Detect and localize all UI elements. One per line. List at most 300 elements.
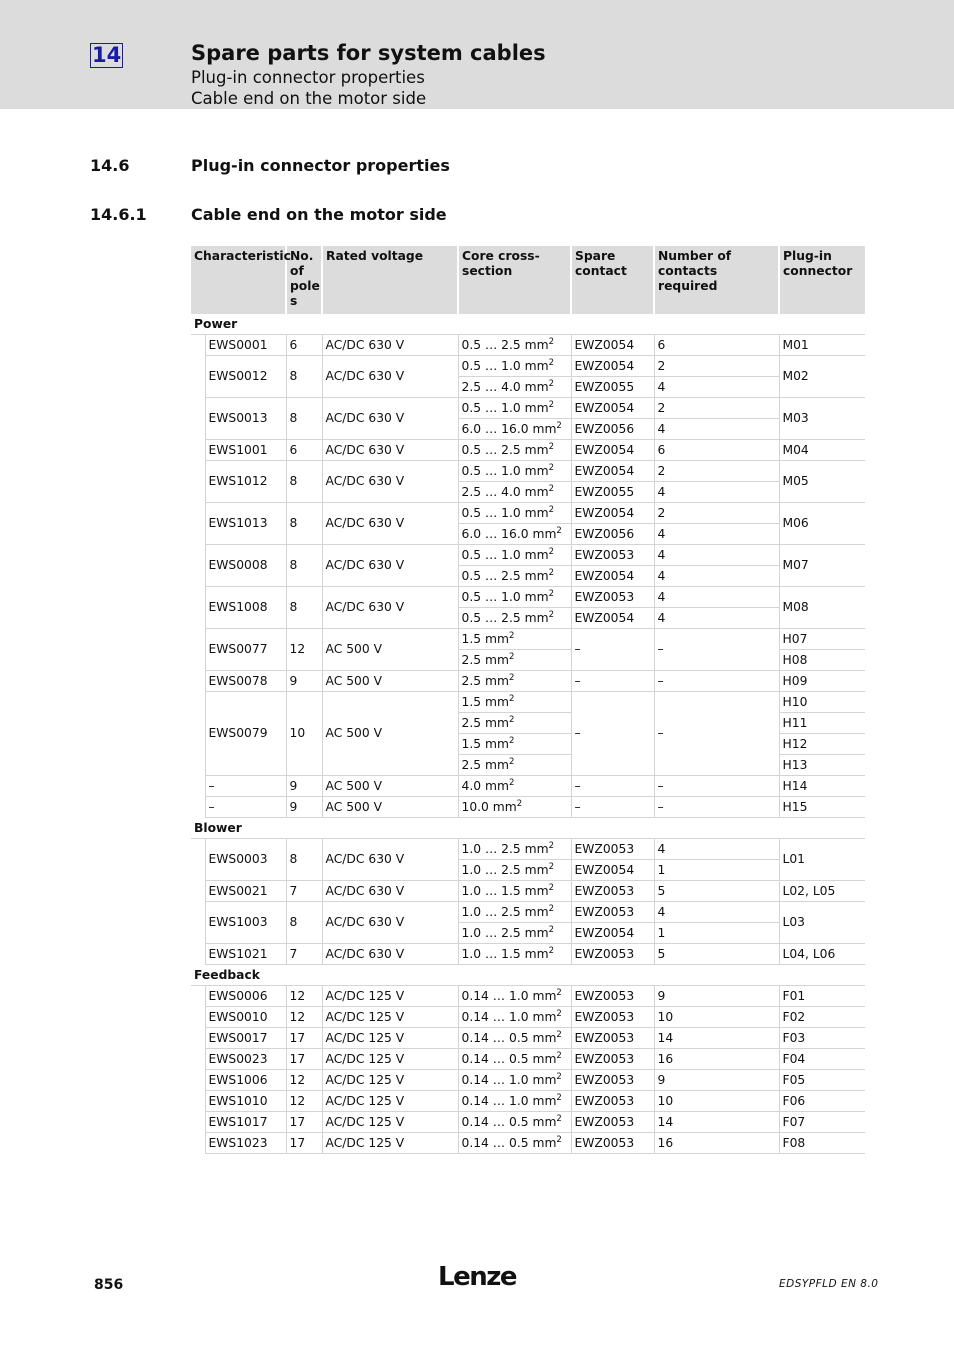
chapter-subtitle: Plug-in connector properties: [191, 68, 425, 87]
cross-section-value: 2.5 mm: [461, 652, 509, 667]
cell-core-cross-section: [458, 335, 571, 356]
cell-poles: 8: [286, 587, 322, 629]
squared-unit-exponent: 2: [548, 588, 555, 599]
cell-spare-contact: EWZ0053: [571, 1049, 654, 1070]
cross-section-value: 1.0 … 1.5 mm: [461, 883, 549, 898]
table-row: [191, 776, 865, 797]
cell-voltage: AC/DC 125 V: [322, 1112, 458, 1133]
cell-contacts-required: –: [654, 692, 779, 776]
cell-poles: 8: [286, 356, 322, 398]
cell-cable: EWS1012: [205, 461, 286, 503]
cell-plug-connector: H07: [779, 629, 865, 650]
cell-cable: EWS1021: [205, 944, 286, 965]
column-header: Rated voltage: [322, 246, 458, 314]
cell-core-cross-section: [458, 1049, 571, 1070]
squared-unit-exponent: 2: [548, 861, 555, 872]
cell-voltage: AC/DC 125 V: [322, 1007, 458, 1028]
cell-core-cross-section: [458, 1091, 571, 1112]
cell-core-cross-section: [458, 881, 571, 902]
cross-section-value: 0.14 … 0.5 mm: [461, 1030, 557, 1045]
indent-cell: [191, 839, 205, 881]
cell-poles: 10: [286, 692, 322, 776]
table-header-row: [191, 246, 865, 314]
cell-core-cross-section: [458, 944, 571, 965]
cell-spare-contact: EWZ0055: [571, 482, 654, 503]
cell-spare-contact: –: [571, 629, 654, 671]
cell-core-cross-section: [458, 482, 571, 503]
cell-voltage: AC/DC 630 V: [322, 356, 458, 398]
cell-plug-connector: H11: [779, 713, 865, 734]
cell-core-cross-section: [458, 1007, 571, 1028]
indent-cell: [191, 986, 205, 1007]
cell-plug-connector: M06: [779, 503, 865, 545]
cell-spare-contact: EWZ0055: [571, 377, 654, 398]
cell-contacts-required: 4: [654, 608, 779, 629]
cell-voltage: AC/DC 125 V: [322, 1070, 458, 1091]
cell-plug-connector: F08: [779, 1133, 865, 1154]
cell-contacts-required: 9: [654, 1070, 779, 1091]
cell-spare-contact: EWZ0054: [571, 503, 654, 524]
cell-spare-contact: EWZ0056: [571, 419, 654, 440]
cell-poles: 9: [286, 797, 322, 818]
cross-section-value: 0.5 … 1.0 mm: [461, 589, 549, 604]
cross-section-value: 4.0 mm: [461, 778, 509, 793]
cell-core-cross-section: [458, 587, 571, 608]
cross-section-value: 1.0 … 2.5 mm: [461, 841, 549, 856]
squared-unit-exponent: 2: [556, 1029, 562, 1040]
table-row: [191, 335, 865, 356]
cell-poles: 7: [286, 944, 322, 965]
column-header: No. of pole s: [286, 246, 322, 314]
cross-section-value: 0.5 … 2.5 mm: [461, 442, 549, 457]
table-row: [191, 356, 865, 377]
squared-unit-exponent: 2: [556, 1113, 562, 1124]
cell-core-cross-section: [458, 1070, 571, 1091]
cell-voltage: AC/DC 630 V: [322, 839, 458, 881]
cell-core-cross-section: [458, 608, 571, 629]
cell-voltage: AC/DC 630 V: [322, 902, 458, 944]
cell-core-cross-section: [458, 440, 571, 461]
squared-unit-exponent: 2: [508, 651, 515, 662]
cell-core-cross-section: [458, 797, 571, 818]
indent-cell: [191, 503, 205, 545]
cell-contacts-required: 2: [654, 398, 779, 419]
table-row: [191, 797, 865, 818]
indent-cell: [191, 1007, 205, 1028]
cell-poles: 9: [286, 671, 322, 692]
chapter-title: Spare parts for system cables: [191, 41, 546, 65]
squared-unit-exponent: 2: [556, 1008, 562, 1019]
cell-cable: EWS0006: [205, 986, 286, 1007]
cross-section-value: 6.0 … 16.0 mm: [461, 421, 557, 436]
cell-core-cross-section: [458, 1133, 571, 1154]
table-row: [191, 545, 865, 566]
cell-cable: EWS0078: [205, 671, 286, 692]
squared-unit-exponent: 2: [548, 462, 555, 473]
cell-contacts-required: –: [654, 797, 779, 818]
cell-cable: EWS0013: [205, 398, 286, 440]
squared-unit-exponent: 2: [508, 735, 515, 746]
cell-cable: EWS0008: [205, 545, 286, 587]
cell-contacts-required: 10: [654, 1007, 779, 1028]
cell-plug-connector: M01: [779, 335, 865, 356]
cell-contacts-required: 4: [654, 419, 779, 440]
cross-section-value: 2.5 … 4.0 mm: [461, 379, 549, 394]
cell-spare-contact: EWZ0053: [571, 881, 654, 902]
cell-voltage: AC/DC 125 V: [322, 986, 458, 1007]
cell-plug-connector: F05: [779, 1070, 865, 1091]
cell-voltage: AC 500 V: [322, 776, 458, 797]
cell-plug-connector: F03: [779, 1028, 865, 1049]
cross-section-value: 10.0 mm: [461, 799, 517, 814]
cross-section-value: 0.5 … 2.5 mm: [461, 337, 549, 352]
table-row: [191, 1007, 865, 1028]
cell-contacts-required: 4: [654, 545, 779, 566]
cell-spare-contact: EWZ0053: [571, 1112, 654, 1133]
cell-core-cross-section: [458, 839, 571, 860]
squared-unit-exponent: 2: [548, 504, 555, 515]
group-label: Feedback: [191, 965, 865, 986]
cell-spare-contact: EWZ0053: [571, 944, 654, 965]
squared-unit-exponent: 2: [548, 378, 555, 389]
cell-cable: –: [205, 776, 286, 797]
indent-cell: [191, 902, 205, 944]
indent-cell: [191, 1091, 205, 1112]
indent-cell: [191, 398, 205, 440]
cell-plug-connector: H09: [779, 671, 865, 692]
cell-contacts-required: 9: [654, 986, 779, 1007]
squared-unit-exponent: 2: [548, 567, 555, 578]
cell-contacts-required: 5: [654, 881, 779, 902]
indent-cell: [191, 545, 205, 587]
indent-cell: [191, 692, 205, 776]
table-row: [191, 902, 865, 923]
lenze-logo: Lenze: [438, 1262, 516, 1292]
cross-section-value: 0.14 … 0.5 mm: [461, 1114, 557, 1129]
cross-section-value: 2.5 mm: [461, 757, 509, 772]
cell-contacts-required: 5: [654, 944, 779, 965]
cell-spare-contact: –: [571, 797, 654, 818]
table-row: [191, 1070, 865, 1091]
squared-unit-exponent: 2: [556, 525, 562, 536]
squared-unit-exponent: 2: [548, 357, 555, 368]
cell-voltage: AC/DC 630 V: [322, 398, 458, 440]
cell-cable: EWS1017: [205, 1112, 286, 1133]
squared-unit-exponent: 2: [548, 882, 555, 893]
cell-core-cross-section: [458, 629, 571, 650]
cell-spare-contact: EWZ0054: [571, 335, 654, 356]
cell-spare-contact: EWZ0054: [571, 356, 654, 377]
subsection-number: 14.6.1: [90, 205, 147, 224]
table-row: [191, 587, 865, 608]
cell-voltage: AC/DC 630 V: [322, 335, 458, 356]
cell-core-cross-section: [458, 776, 571, 797]
cell-plug-connector: F02: [779, 1007, 865, 1028]
cell-poles: 12: [286, 1007, 322, 1028]
cell-cable: EWS0010: [205, 1007, 286, 1028]
cell-core-cross-section: [458, 1028, 571, 1049]
subsection-title: Cable end on the motor side: [191, 205, 447, 224]
cell-plug-connector: L03: [779, 902, 865, 944]
table-body: [191, 314, 865, 1154]
squared-unit-exponent: 2: [548, 903, 555, 914]
cross-section-value: 1.0 … 1.5 mm: [461, 946, 549, 961]
squared-unit-exponent: 2: [508, 777, 515, 788]
indent-cell: [191, 944, 205, 965]
cell-contacts-required: 2: [654, 503, 779, 524]
cell-poles: 17: [286, 1028, 322, 1049]
cell-cable: EWS1013: [205, 503, 286, 545]
cross-section-value: 0.14 … 0.5 mm: [461, 1135, 557, 1150]
cell-contacts-required: 1: [654, 860, 779, 881]
cell-spare-contact: EWZ0056: [571, 524, 654, 545]
cell-plug-connector: F06: [779, 1091, 865, 1112]
cell-spare-contact: EWZ0053: [571, 902, 654, 923]
cell-cable: EWS0017: [205, 1028, 286, 1049]
cell-voltage: AC 500 V: [322, 671, 458, 692]
cell-poles: 12: [286, 1091, 322, 1112]
cross-section-value: 0.5 … 1.0 mm: [461, 358, 549, 373]
squared-unit-exponent: 2: [508, 714, 515, 725]
cell-contacts-required: 4: [654, 839, 779, 860]
cross-section-value: 1.5 mm: [461, 736, 509, 751]
cell-poles: 8: [286, 398, 322, 440]
cell-plug-connector: L04, L06: [779, 944, 865, 965]
cell-contacts-required: 14: [654, 1112, 779, 1133]
cell-spare-contact: EWZ0053: [571, 545, 654, 566]
cell-voltage: AC/DC 630 V: [322, 881, 458, 902]
cell-contacts-required: –: [654, 629, 779, 671]
column-header: Plug-in connector: [779, 246, 865, 314]
cell-poles: 8: [286, 461, 322, 503]
squared-unit-exponent: 2: [548, 546, 555, 557]
squared-unit-exponent: 2: [548, 483, 555, 494]
table-row: [191, 881, 865, 902]
indent-cell: [191, 461, 205, 503]
indent-cell: [191, 1070, 205, 1091]
cell-contacts-required: 10: [654, 1091, 779, 1112]
table-row: [191, 440, 865, 461]
cell-voltage: AC/DC 125 V: [322, 1049, 458, 1070]
column-header: Spare contact: [571, 246, 654, 314]
squared-unit-exponent: 2: [556, 987, 562, 998]
cell-cable: EWS1006: [205, 1070, 286, 1091]
cross-section-value: 0.5 … 1.0 mm: [461, 463, 549, 478]
squared-unit-exponent: 2: [556, 1071, 562, 1082]
indent-cell: [191, 776, 205, 797]
cross-section-value: 0.14 … 1.0 mm: [461, 1093, 557, 1108]
cell-voltage: AC/DC 630 V: [322, 440, 458, 461]
cell-poles: 12: [286, 629, 322, 671]
table-row: [191, 461, 865, 482]
cross-section-value: 0.14 … 1.0 mm: [461, 988, 557, 1003]
cell-cable: EWS0003: [205, 839, 286, 881]
group-label: Blower: [191, 818, 865, 839]
cell-core-cross-section: [458, 860, 571, 881]
cell-core-cross-section: [458, 902, 571, 923]
cell-plug-connector: M03: [779, 398, 865, 440]
group-label: Power: [191, 314, 865, 335]
indent-cell: [191, 629, 205, 671]
cell-plug-connector: L02, L05: [779, 881, 865, 902]
cross-section-value: 2.5 mm: [461, 673, 509, 688]
table-row: [191, 839, 865, 860]
cell-contacts-required: 16: [654, 1133, 779, 1154]
chapter-number-link[interactable]: 14: [92, 43, 122, 67]
cell-spare-contact: EWZ0054: [571, 923, 654, 944]
indent-cell: [191, 797, 205, 818]
cross-section-value: 0.5 … 1.0 mm: [461, 505, 549, 520]
cell-contacts-required: 16: [654, 1049, 779, 1070]
cell-spare-contact: EWZ0054: [571, 461, 654, 482]
table-row: [191, 1049, 865, 1070]
cell-poles: 8: [286, 839, 322, 881]
cell-cable: EWS1003: [205, 902, 286, 944]
cell-core-cross-section: [458, 419, 571, 440]
column-header: Core cross-section: [458, 246, 571, 314]
cell-spare-contact: EWZ0053: [571, 1070, 654, 1091]
indent-cell: [191, 440, 205, 461]
cell-core-cross-section: [458, 461, 571, 482]
squared-unit-exponent: 2: [556, 1050, 562, 1061]
cell-core-cross-section: [458, 356, 571, 377]
cell-spare-contact: –: [571, 692, 654, 776]
cell-core-cross-section: [458, 986, 571, 1007]
cell-plug-connector: H10: [779, 692, 865, 713]
cell-plug-connector: M04: [779, 440, 865, 461]
cell-plug-connector: F04: [779, 1049, 865, 1070]
table-row: [191, 1112, 865, 1133]
squared-unit-exponent: 2: [556, 1092, 562, 1103]
chapter-header: [0, 0, 954, 109]
cell-spare-contact: EWZ0053: [571, 1133, 654, 1154]
squared-unit-exponent: 2: [508, 630, 515, 641]
cell-voltage: AC/DC 125 V: [322, 1091, 458, 1112]
cell-poles: 9: [286, 776, 322, 797]
cell-contacts-required: 4: [654, 482, 779, 503]
cell-plug-connector: H15: [779, 797, 865, 818]
cell-plug-connector: L01: [779, 839, 865, 881]
indent-cell: [191, 1028, 205, 1049]
table-row: [191, 1133, 865, 1154]
connector-properties-table: [191, 246, 865, 1154]
cell-cable: EWS0021: [205, 881, 286, 902]
table-row: [191, 629, 865, 650]
squared-unit-exponent: 2: [548, 399, 555, 410]
cell-cable: EWS1023: [205, 1133, 286, 1154]
squared-unit-exponent: 2: [508, 756, 515, 767]
cross-section-value: 1.0 … 2.5 mm: [461, 904, 549, 919]
cross-section-value: 1.5 mm: [461, 631, 509, 646]
cross-section-value: 6.0 … 16.0 mm: [461, 526, 557, 541]
cell-plug-connector: H14: [779, 776, 865, 797]
page-number: 856: [94, 1277, 124, 1293]
table-row: [191, 944, 865, 965]
cell-spare-contact: EWZ0054: [571, 566, 654, 587]
cell-contacts-required: –: [654, 671, 779, 692]
cell-voltage: AC/DC 630 V: [322, 503, 458, 545]
cell-plug-connector: H13: [779, 755, 865, 776]
cell-cable: EWS0001: [205, 335, 286, 356]
cell-cable: EWS0077: [205, 629, 286, 671]
cell-core-cross-section: [458, 692, 571, 713]
cell-poles: 6: [286, 335, 322, 356]
cell-poles: 8: [286, 503, 322, 545]
cell-contacts-required: 14: [654, 1028, 779, 1049]
cell-contacts-required: 6: [654, 335, 779, 356]
cell-voltage: AC/DC 125 V: [322, 1028, 458, 1049]
group-row: [191, 818, 865, 839]
squared-unit-exponent: 2: [548, 336, 555, 347]
cell-core-cross-section: [458, 671, 571, 692]
cell-plug-connector: F01: [779, 986, 865, 1007]
cell-spare-contact: EWZ0054: [571, 398, 654, 419]
cell-contacts-required: 1: [654, 923, 779, 944]
cell-contacts-required: 2: [654, 461, 779, 482]
cross-section-value: 0.5 … 1.0 mm: [461, 547, 549, 562]
cell-spare-contact: EWZ0053: [571, 1007, 654, 1028]
squared-unit-exponent: 2: [508, 672, 515, 683]
squared-unit-exponent: 2: [556, 1134, 562, 1145]
cell-cable: EWS1008: [205, 587, 286, 629]
cell-core-cross-section: [458, 377, 571, 398]
squared-unit-exponent: 2: [508, 693, 515, 704]
cell-cable: EWS1010: [205, 1091, 286, 1112]
cell-plug-connector: M02: [779, 356, 865, 398]
cell-contacts-required: 4: [654, 524, 779, 545]
table-row: [191, 503, 865, 524]
cell-plug-connector: H12: [779, 734, 865, 755]
cell-core-cross-section: [458, 755, 571, 776]
cell-voltage: AC 500 V: [322, 692, 458, 776]
table-row: [191, 1028, 865, 1049]
cell-spare-contact: EWZ0054: [571, 860, 654, 881]
cell-core-cross-section: [458, 503, 571, 524]
squared-unit-exponent: 2: [516, 798, 523, 809]
indent-cell: [191, 1112, 205, 1133]
cell-poles: 6: [286, 440, 322, 461]
cross-section-value: 1.0 … 2.5 mm: [461, 925, 549, 940]
section-title: Plug-in connector properties: [191, 156, 450, 175]
squared-unit-exponent: 2: [548, 924, 555, 935]
indent-cell: [191, 1133, 205, 1154]
cross-section-value: 0.5 … 1.0 mm: [461, 400, 549, 415]
cell-contacts-required: 2: [654, 356, 779, 377]
chapter-subtitle: Cable end on the motor side: [191, 89, 427, 108]
cross-section-value: 0.14 … 0.5 mm: [461, 1051, 557, 1066]
cell-contacts-required: 4: [654, 377, 779, 398]
cross-section-value: 2.5 mm: [461, 715, 509, 730]
squared-unit-exponent: 2: [548, 945, 555, 956]
cell-cable: EWS1001: [205, 440, 286, 461]
cell-cable: EWS0012: [205, 356, 286, 398]
document-code: EDSYPFLD EN 8.0: [779, 1278, 879, 1290]
column-header: Number of contacts required: [654, 246, 779, 314]
cell-spare-contact: EWZ0053: [571, 587, 654, 608]
cell-voltage: AC 500 V: [322, 797, 458, 818]
cell-contacts-required: –: [654, 776, 779, 797]
squared-unit-exponent: 2: [548, 609, 555, 620]
cell-poles: 17: [286, 1133, 322, 1154]
table-row: [191, 398, 865, 419]
cell-plug-connector: M08: [779, 587, 865, 629]
cell-contacts-required: 6: [654, 440, 779, 461]
cell-spare-contact: EWZ0053: [571, 986, 654, 1007]
cell-spare-contact: EWZ0053: [571, 1028, 654, 1049]
group-row: [191, 314, 865, 335]
cross-section-value: 0.5 … 2.5 mm: [461, 610, 549, 625]
cross-section-value: 0.14 … 1.0 mm: [461, 1072, 557, 1087]
